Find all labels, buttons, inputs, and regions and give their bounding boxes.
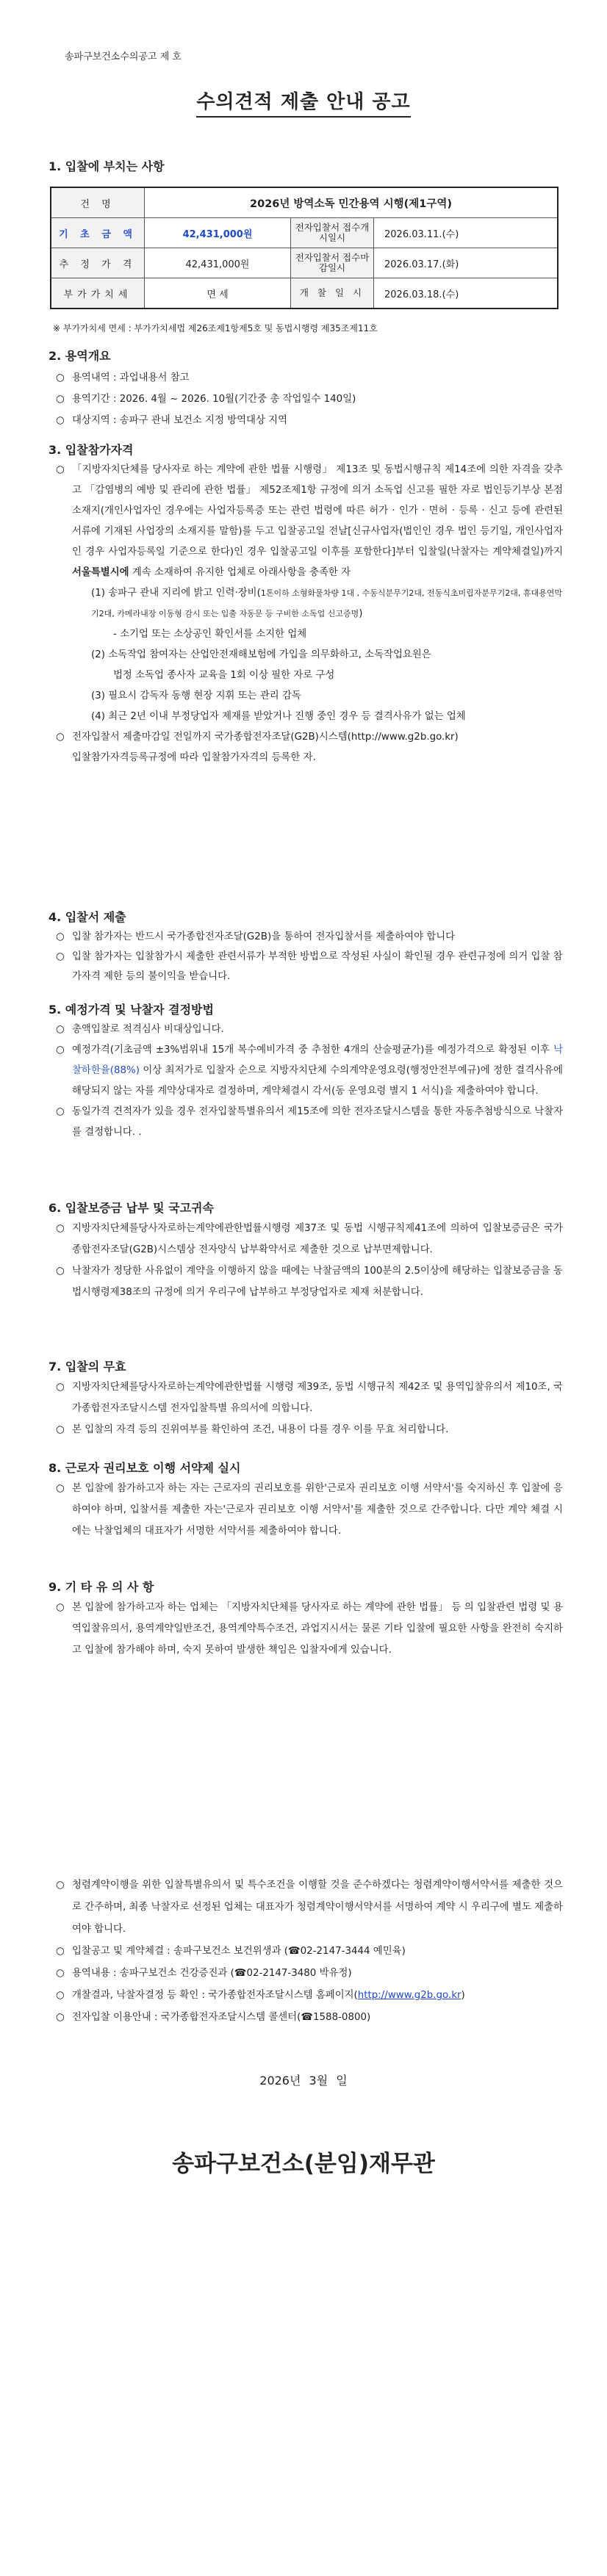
list-item: - 소기업 또는 소상공인 확인서를 소지한 업체	[113, 629, 307, 640]
section-5-heading: 5. 예정가격 및 낙찰자 결정방법	[49, 1003, 214, 1017]
cell-label: 기 초 금 액	[51, 218, 145, 248]
list-item: (4) 최근 2년 이내 부정당업자 제재를 받았거나 진행 중인 경우 등 결격사유가 없는 업체	[91, 711, 466, 722]
vat-note: ※ 부가가치세 면세 : 부가가치세법 제26조제1항제5호 및 동법시행령 제35조제11호	[53, 323, 378, 333]
notice-date: 2026년 3월 일	[259, 2074, 348, 2088]
signature-title: 송파구보건소(분임)재무관	[172, 2151, 435, 2177]
cell-label: 전자입찰서 접수개시일시	[291, 218, 374, 248]
cell-label: 전자입찰서 접수마감일시	[291, 248, 374, 278]
list-item: ○ 예정가격(기초금액 ±3%범위내 15개 복수예비가격 중 추첨한 4개의 산술평균가)를 예정가격으로 확정된 이후 낙찰하한율(88%) 이상 최저가로 입찰자 순으로 지방자치단체 수의계약운영요령(행정안전부예규)에 정한 결격사유에 해당되지 않는 자를 계약상대자로 결정하며, 계약체결시 각서(동 운영요령 별지 1 서식)을 제출하여야 합니다.	[56, 1045, 563, 1097]
section-3-heading: 3. 입찰참가자격	[49, 443, 134, 457]
list-item: ○ 본 입찰에 참가하고자 하는 자는 근로자의 권리보호를 위한'근로자 권리보호 이행 서약서'를 숙지하신 후 입찰에 응하여야 하며, 입찰서를 제출한 자는'근로자 권리보호 이행 서약서'를 제출한 것으로 간주합니다. 다만 계약 체결 시에는 낙찰업체의 대표자가 서명한 서약서를 제출하여야 합니다.	[56, 1483, 563, 1537]
list-item: ○ 동일가격 견적자가 있을 경우 전자입찰특별유의서 제15조에 의한 전자조달시스템을 통한 자동추첨방식으로 낙찰자를 결정합니다. .	[56, 1106, 563, 1138]
list-item: ○ 입찰 참가자는 입찰참가시 제출한 관련서류가 부적한 방법으로 작성된 사실이 확인될 경우 관련규정에 의거 입찰 참가자격 제한 등의 불이익을 받습니다.	[56, 951, 563, 982]
section-8-heading: 8. 근로자 권리보호 이행 서약제 실시	[49, 1461, 241, 1475]
notice-number: 송파구보건소수의공고 제 호	[65, 51, 182, 62]
list-item: ○ 청렴계약이행을 위한 입찰특별유의서 및 특수조건을 이행할 것을 준수하겠다는 청렴계약이행서약서를 제출한 것으로 간주하며, 최종 낙찰자로 선정된 업체는 대표자가 청렴계약이행서약서를 서명하여 계약 시 우리구에 별도 제출하여야 합니다.	[56, 1880, 563, 1935]
bid-info-table	[50, 187, 558, 309]
section-4-heading: 4. 입찰서 제출	[49, 910, 126, 924]
cell-open-date: 2026.03.11.(수)	[374, 218, 558, 248]
cell-vat: 면 세	[145, 278, 291, 309]
section-2-heading: 2. 용역개요	[49, 349, 111, 363]
list-item: ○ 용역내역 : 과업내용서 참고	[56, 372, 190, 383]
list-item: ○ 전자입찰서 제출마감일 전일까지 국가종합전자조달(G2B)시스템(http://www.g2b.go.kr) 입찰참가자격등록규정에 따라 입찰참가자격의 등록한 자.	[56, 732, 459, 763]
table-row	[51, 248, 558, 278]
footer-notices	[56, 1875, 563, 2029]
list-item: ○ 지방자치단체를당사자로하는계약에관한법률시행령 제37조 및 동법 시행규칙제41조에 의하여 입찰보증금은 국가종합전자조달(G2B)시스템상 전자양식 납부확약서로 제출한 것으로 납부면제합니다.	[56, 1223, 563, 1255]
list-item: ○ 본 입찰의 자격 등의 진위여부를 확인하여 조건, 내용이 다를 경우 이를 무효 처리합니다.	[56, 1424, 449, 1435]
section-9-heading: 9. 기 타 유 의 사 항	[49, 1580, 154, 1594]
page-title: 수의견적 제출 안내 공고	[0, 87, 607, 114]
list-item: ○ 총액입찰로 적격심사 비대상입니다.	[56, 1024, 224, 1035]
list-item: ○ 「지방자치단체를 당사자로 하는 계약에 관한 법률 시행령」 제13조 및 동법시행규칙 제14조에 의한 자격을 갖추고 「감염병의 예방 및 관리에 관한 법률」 제52조제1항 규정에 의거 소독업 신고를 필한 자로 법인등기부상 본점소재지(개인사업자인 경우에는 사업자등록증 또는 관련 법령에 따른 허가 · 인가 · 면허 · 등록 · 신고 등에 관련된 서류에 기재된 사업장의 소재지를 말함)를 두고 입찰공고일 전날[신규사업자(법인인 경우 법인 등기일, 개인사업자인 경우 사업자등록일 기준으로 한다)인 경우 입찰공고일 이후를 포함한다]부터 입찰일(낙찰자는 계약체결일)까지 서울특별시에 계속 소재하여 유지한 업체로 아래사항을 충족한 자	[56, 464, 563, 578]
list-item: ○ 용역내용 : 송파구보건소 건강증진과 (☎02-2147-3480 박유정)	[56, 1968, 352, 1979]
list-item: ○ 대상지역 : 송파구 관내 보건소 지정 방역대상 지역	[56, 415, 288, 426]
list-item: ○ 개찰결과, 낙찰자결정 등 확인 : 국가종합전자조달시스템 홈페이지(http://www.g2b.go.kr)	[56, 1990, 465, 2001]
list-item: ○ 입찰 참가자는 반드시 국가종합전자조달(G2B)을 통하여 전자입찰서를 제출하여야 합니다	[56, 931, 456, 942]
cell-label: 건 명	[51, 187, 145, 218]
section-7-body	[56, 1377, 563, 1440]
list-item: ○ 지방자치단체를당사자로하는계약에관한법률 시행령 제39조, 동법 시행규칙 제42조 및 용역입찰유의서 제10조, 국가종합전자조달시스템 전자입찰특별 유의서에 의합니다.	[56, 1382, 563, 1414]
section-6-body	[56, 1218, 563, 1303]
cell-label: 개 찰 일 시	[291, 278, 374, 309]
cell-label: 추 정 가 격	[51, 248, 145, 278]
list-item: (2) 소독작업 참여자는 산업안전재해보험에 가입을 의무화하고, 소독작업요원은	[91, 649, 431, 660]
list-item: 법정 소독업 종사자 교육을 1회 이상 필한 자로 구성	[113, 670, 335, 681]
section-8-body	[56, 1478, 563, 1542]
section-3-body	[56, 460, 563, 768]
table-row	[51, 278, 558, 309]
cell-estimated-price: 42,431,000원	[145, 248, 291, 278]
table-row	[51, 187, 558, 218]
cell-base-amount: 42,431,000원	[145, 218, 291, 248]
list-item: ○ 낙찰자가 정당한 사유없이 계약을 이행하지 않을 때에는 낙찰금액의 100분의 2.5이상에 해당하는 입찰보증금을 동법시행령제38조의 규정에 의거 우리구에 납부하고 부정당업자로 제재 처분합니다.	[56, 1266, 563, 1298]
section-1-heading: 1. 입찰에 부치는 사항	[49, 159, 165, 173]
section-9-body	[56, 1597, 563, 1661]
section-5-body	[56, 1020, 563, 1143]
cell-label: 부가가치세	[51, 278, 145, 309]
list-item: ○ 본 입찰에 참가하고자 하는 업체는 「지방자치단체를 당사자로 하는 계약에 관한 법률」 등 의 입찰관련 법령 및 용역입찰유의서, 용역계약일반조건, 용역계약특수조건, 과업지시서는 물론 기타 입찰에 필요한 사항을 완전히 숙지하고 입찰에 참가해야 하며, 숙지 못하여 발생한 책임은 입찰자에게 있습니다.	[56, 1602, 563, 1656]
table-row	[51, 218, 558, 248]
section-6-heading: 6. 입찰보증금 납부 및 국고귀속	[49, 1201, 214, 1215]
list-item: ○ 용역기간 : 2026. 4월 ~ 2026. 10월(기간중 총 작업일수 140일)	[56, 394, 356, 405]
section-2-body	[56, 367, 563, 431]
g2b-link[interactable]: http://www.g2b.go.kr	[357, 1990, 461, 2001]
section-7-heading: 7. 입찰의 무효	[49, 1360, 126, 1374]
cell-close-date: 2026.03.17.(화)	[374, 248, 558, 278]
section-4-body	[56, 927, 563, 986]
list-item: (1) 송파구 관내 지리에 밝고 인력·장비(1톤이하 소형화물차량 1대 , 수동식분무기2대, 전동식초미립자분무기2대, 휴대용연막기2대, 카메라내장 이동형 감시 또는 입출 자동문 등 구비한 소독업 신고증명)	[91, 588, 562, 619]
cell-opening-date: 2026.03.18.(수)	[374, 278, 558, 309]
list-item: ○ 전자입찰 이용안내 : 국가종합전자조달시스템 콜센터(☎1588-0800)	[56, 2012, 371, 2023]
list-item: ○ 입찰공고 및 계약체결 : 송파구보건소 보건위생과 (☎02-2147-3444 예민육)	[56, 1946, 406, 1957]
cell-project-name: 2026년 방역소독 민간용역 시행(제1구역)	[145, 187, 558, 218]
list-item: (3) 필요시 감독자 동행 현장 지휘 또는 관리 감독	[91, 690, 301, 701]
